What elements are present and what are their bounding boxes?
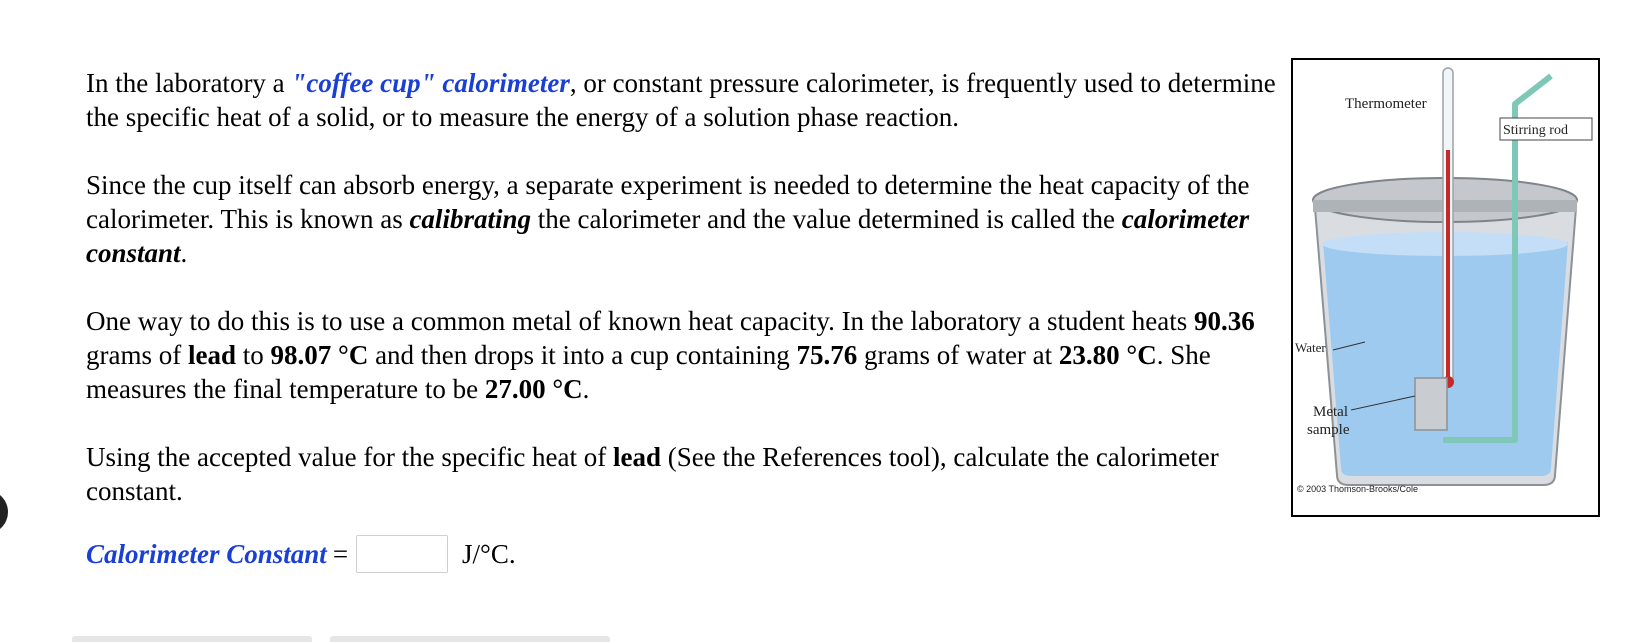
bottom-tab-1[interactable] xyxy=(72,636,312,642)
experiment-text: and then drops it into a cup containing xyxy=(368,340,797,370)
water-label: Water xyxy=(1295,340,1326,355)
metal-temperature-value: 98.07 °C xyxy=(270,340,369,370)
paragraph-intro xyxy=(86,66,1286,134)
coffee-cup-calorimeter-term[interactable]: "coffee cup" calorimeter xyxy=(291,68,570,98)
calibrating-term: calibrating xyxy=(409,204,531,234)
calibration-text: Since the cup itself can absorb energy, a separate experiment is needed to determine the heat capacity of the calorimeter. This is known as xyxy=(86,170,1250,234)
question-metal-name: lead xyxy=(613,442,662,472)
equals-sign: = xyxy=(332,538,349,569)
calorimeter-diagram xyxy=(1293,60,1598,515)
question-text: Using the accepted value for the specific heat of xyxy=(86,442,614,472)
stirring-rod-label: Stirring rod xyxy=(1503,123,1568,138)
experiment-text: grams of xyxy=(86,340,188,370)
copyright-text: © 2003 Thomson-Brooks/Cole xyxy=(1297,484,1419,494)
final-temperature-value: 27.00 °C xyxy=(484,374,583,404)
sample-label: sample xyxy=(1307,422,1350,438)
experiment-text: to xyxy=(236,340,271,370)
question-text-end: (See the References tool), calculate the calorimeter constant. xyxy=(86,442,1219,506)
thermometer-mercury xyxy=(1446,150,1450,380)
answer-row xyxy=(86,533,516,575)
problem-text xyxy=(86,66,1286,542)
calorimeter-constant-term: calorimeter constant xyxy=(86,204,1250,268)
metal-sample xyxy=(1415,378,1447,430)
thermometer-label: Thermometer xyxy=(1345,96,1427,112)
calorimeter-constant-input[interactable] xyxy=(356,535,448,573)
calibration-text-end: . xyxy=(180,238,188,268)
experiment-text: grams of water at xyxy=(857,340,1059,370)
water-mass-value: 75.76 xyxy=(796,340,858,370)
experiment-text: One way to do this is to use a common metal of known heat capacity. In the laboratory a student heats xyxy=(86,306,1194,336)
water-temperature-value: 23.80 °C xyxy=(1058,340,1157,370)
paragraph-experiment xyxy=(86,304,1286,406)
side-panel-tab[interactable] xyxy=(0,490,8,534)
calibration-text-mid: the calorimeter and the value determined is called the xyxy=(530,204,1122,234)
bottom-tab-2[interactable] xyxy=(330,636,610,642)
calorimeter-figure xyxy=(1291,58,1600,517)
intro-text: In the laboratory a xyxy=(86,68,292,98)
answer-unit: J/°C. xyxy=(462,538,516,569)
experiment-text: . xyxy=(582,374,590,404)
metal-label: Metal xyxy=(1313,404,1348,420)
metal-mass-value: 90.36 xyxy=(1193,306,1255,336)
experiment-text: . She measures the final temperature to be xyxy=(86,340,1211,404)
intro-text-end: , or constant pressure calorimeter, is frequently used to determine the specific heat of a solid, or to measure the energy of a solution phase reaction. xyxy=(86,68,1276,132)
metal-name: lead xyxy=(187,340,236,370)
calorimeter-constant-label[interactable]: Calorimeter Constant xyxy=(86,538,327,569)
paragraph-calibration xyxy=(86,168,1286,270)
paragraph-question xyxy=(86,440,1286,508)
